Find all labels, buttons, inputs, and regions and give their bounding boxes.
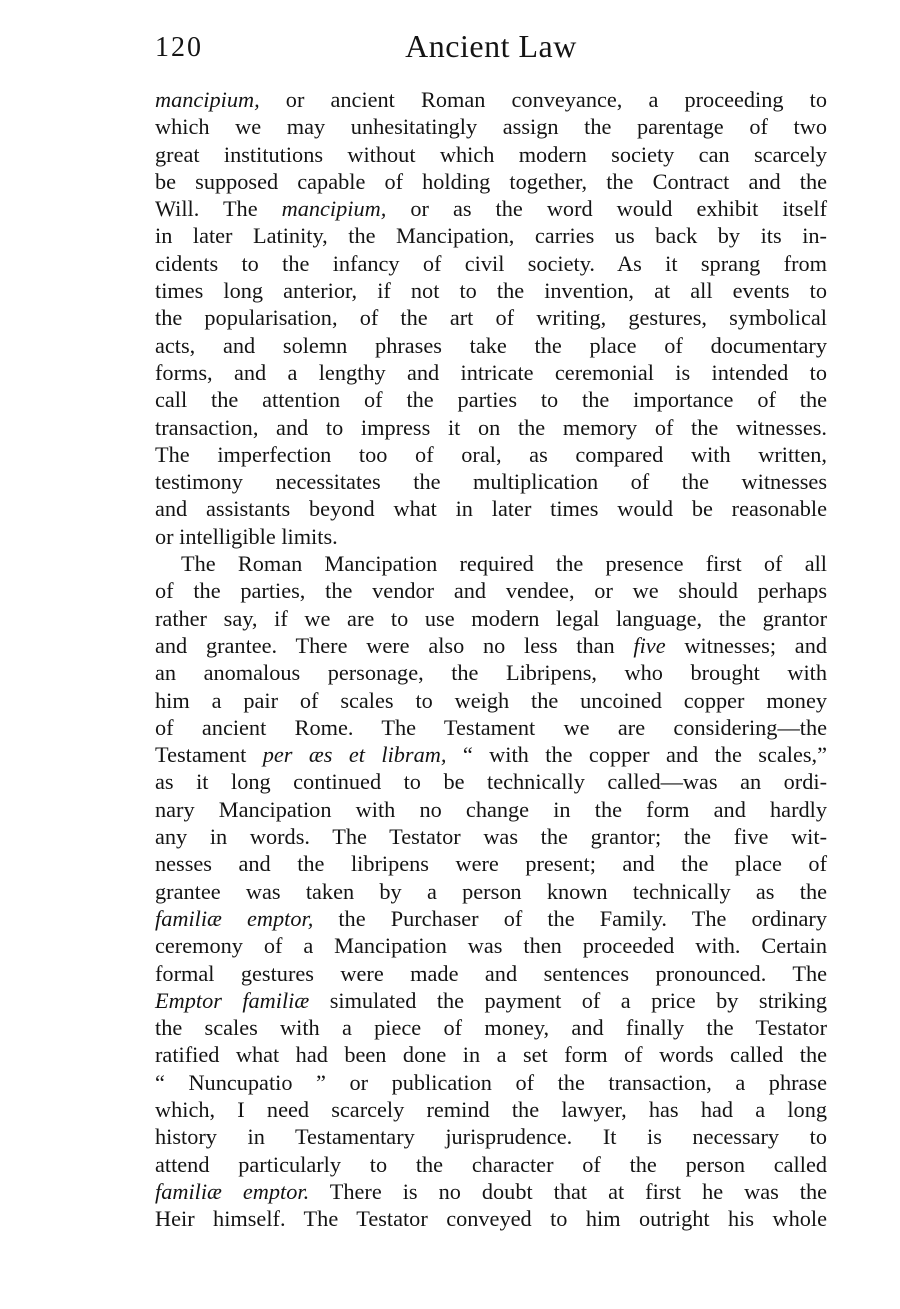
line-text: ratified what had been done in a set form of words called the xyxy=(155,1042,827,1068)
page-header xyxy=(155,28,827,68)
line-text: great institutions without which modern society can scarcely xyxy=(155,141,827,167)
text-line xyxy=(155,878,827,905)
line-text: witnesses; and xyxy=(665,632,827,658)
line-text: history in Testamentary jurisprudence. It is necessary to xyxy=(155,1124,827,1150)
line-text: and assistants beyond what in later times would be reasonable xyxy=(155,496,827,522)
line-text: which, I need scarcely remind the lawyer, has had a long xyxy=(155,1096,827,1122)
running-title: Ancient Law xyxy=(405,28,577,64)
text-line xyxy=(155,1069,827,1096)
text-line xyxy=(155,632,827,659)
line-text: transaction, and to impress it on the memory of the witnesses. xyxy=(155,414,827,440)
line-text: any in words. The Testator was the grantor; the five wit- xyxy=(155,824,827,850)
line-text: ceremony of a Mancipation was then proceeded with. Certain xyxy=(155,933,827,959)
line-text: “ Nuncupatio ” or publication of the transaction, a phrase xyxy=(155,1069,827,1095)
text-line xyxy=(155,195,827,222)
body-text xyxy=(155,86,827,1232)
line-text: cidents to the infancy of civil society. As it sprang from xyxy=(155,250,827,276)
line-text: him a pair of scales to weigh the uncoined copper money xyxy=(155,687,827,713)
text-line xyxy=(155,1123,827,1150)
italic-text: mancipium, xyxy=(155,87,260,112)
line-text: or intelligible limits. xyxy=(155,523,338,549)
italic-text: familiæ emptor. xyxy=(155,1178,310,1204)
text-line xyxy=(155,386,827,413)
text-line xyxy=(155,1014,827,1041)
line-text: The Roman Mancipation required the presence first of all xyxy=(181,551,827,577)
line-text: The imperfection too of oral, as compared with written, xyxy=(155,441,827,467)
line-text: nesses and the libripens were present; and the place of xyxy=(155,851,827,877)
text-line xyxy=(155,222,827,249)
line-text: rather say, if we are to use modern legal language, the grantor xyxy=(155,605,827,631)
text-line xyxy=(155,277,827,304)
line-text: call the attention of the parties to the importance of the xyxy=(155,387,827,413)
text-line xyxy=(155,468,827,495)
line-text: of ancient Rome. The Testament we are considering—the xyxy=(155,714,827,740)
text-line xyxy=(155,141,827,168)
line-text: and grantee. There were also no less than xyxy=(155,632,634,658)
text-line xyxy=(155,332,827,359)
line-text: There is no doubt that at first he was the xyxy=(309,1178,828,1204)
line-text: times long anterior, if not to the invention, at all events to xyxy=(155,278,827,304)
text-line xyxy=(155,687,827,714)
line-text: the Purchaser of the Family. The ordinary xyxy=(313,905,827,931)
italic-text: Emptor familiæ xyxy=(155,987,310,1013)
text-line xyxy=(155,304,827,331)
line-text: formal gestures were made and sentences pronounced. The xyxy=(155,960,827,986)
line-text: of the parties, the vendor and vendee, or we should perhaps xyxy=(155,578,827,604)
text-line xyxy=(155,441,827,468)
line-text: which we may unhesitatingly assign the parentage of two xyxy=(155,114,827,140)
page-number: 120 xyxy=(155,32,203,63)
text-line xyxy=(155,577,827,604)
text-line xyxy=(155,605,827,632)
text-line xyxy=(155,823,827,850)
line-text: acts, and solemn phrases take the place of documentary xyxy=(155,332,827,358)
text-line xyxy=(155,960,827,987)
line-text: or ancient Roman conveyance, a proceeding to xyxy=(259,87,827,112)
line-text: or as the word would exhibit itself xyxy=(386,196,827,222)
text-line xyxy=(155,1151,827,1178)
text-line xyxy=(155,932,827,959)
line-text: forms, and a lengthy and intricate ceremonial is intended to xyxy=(155,359,827,385)
text-line xyxy=(155,495,827,522)
line-text: testimony necessitates the multiplication of the witnesses xyxy=(155,469,827,495)
line-text: nary Mancipation with no change in the form and hardly xyxy=(155,796,827,822)
text-line xyxy=(155,250,827,277)
line-text: Testament xyxy=(155,742,263,768)
text-line xyxy=(155,1205,827,1232)
line-text: be supposed capable of holding together, the Contract and the xyxy=(155,168,827,194)
text-line xyxy=(155,1096,827,1123)
text-line xyxy=(155,659,827,686)
text-line xyxy=(155,359,827,386)
text-line xyxy=(155,850,827,877)
text-line xyxy=(155,550,827,577)
line-text: an anomalous personage, the Libripens, who brought with xyxy=(155,660,827,686)
text-line xyxy=(155,168,827,195)
line-text: Heir himself. The Testator conveyed to him outright his whole xyxy=(155,1206,827,1232)
text-line xyxy=(155,987,827,1014)
text-line xyxy=(155,768,827,795)
line-text: simulated the payment of a price by striking xyxy=(309,987,827,1013)
line-text: the popularisation, of the art of writing, gestures, symbolical xyxy=(155,305,827,331)
italic-text: familiæ emptor, xyxy=(155,905,314,931)
line-text: “ with the copper and the scales,” xyxy=(446,742,828,768)
line-text: the scales with a piece of money, and finally the Testator xyxy=(155,1015,827,1041)
line-text: Will. The xyxy=(155,196,282,222)
text-line xyxy=(155,1178,827,1205)
text-line xyxy=(155,113,827,140)
italic-text: mancipium, xyxy=(281,196,387,222)
line-text: attend particularly to the character of the person called xyxy=(155,1151,827,1177)
text-line xyxy=(155,796,827,823)
text-line xyxy=(155,523,827,550)
italic-text: per æs et libram, xyxy=(262,742,447,768)
line-text: grantee was taken by a person known technically as the xyxy=(155,878,827,904)
line-text: in later Latinity, the Mancipation, carries us back by its in- xyxy=(155,223,827,249)
text-line xyxy=(155,414,827,441)
text-line xyxy=(155,1041,827,1068)
italic-text: five xyxy=(633,632,666,658)
text-line xyxy=(155,741,827,768)
line-text: as it long continued to be technically called—was an ordi- xyxy=(155,769,827,795)
text-line xyxy=(155,905,827,932)
text-line xyxy=(155,714,827,741)
text-line xyxy=(155,86,827,113)
